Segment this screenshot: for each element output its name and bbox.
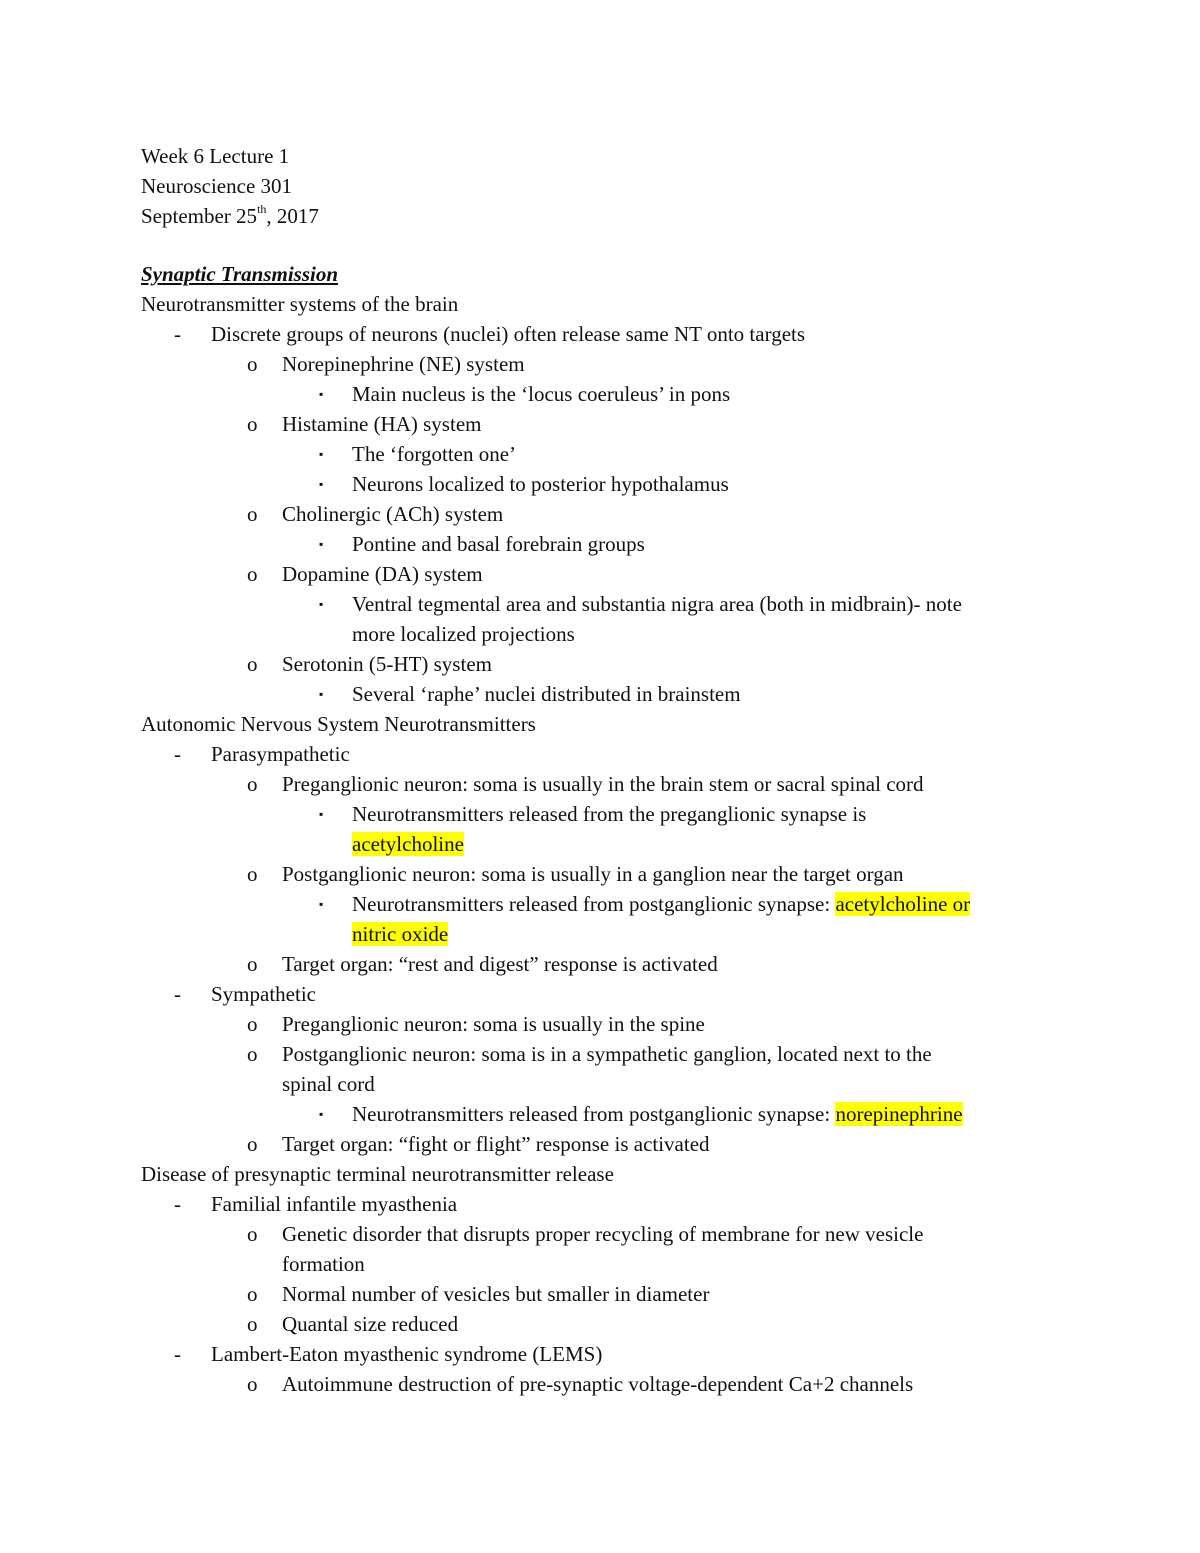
header-date-year: , 2017 — [266, 204, 319, 228]
list-item: o Dopamine (DA) system — [141, 559, 1061, 589]
circle-bullet: o — [247, 952, 258, 976]
list-item: o Preganglionic neuron: soma is usually in the brain stem or sacral spinal cord — [141, 769, 1061, 799]
list-item: - Familial infantile myasthenia — [141, 1189, 1061, 1219]
list-item: o Target organ: “fight or flight” response is activated — [141, 1129, 1061, 1159]
list-item: - Discrete groups of neurons (nuclei) often release same NT onto targets — [141, 319, 1061, 349]
list-item: o Preganglionic neuron: soma is usually in the spine — [141, 1009, 1061, 1039]
list-item-continuation — [141, 919, 1061, 949]
square-bullet: ▪ — [319, 1107, 324, 1121]
list-item: ▪ Pontine and basal forebrain groups — [141, 529, 1061, 559]
list-item: ▪ The ‘forgotten one’ — [141, 439, 1061, 469]
circle-bullet: o — [247, 412, 258, 436]
header-course: Neuroscience 301 — [141, 174, 293, 198]
list-item: o Target organ: “rest and digest” response is activated — [141, 949, 1061, 979]
list-item: ▪ Neurons localized to posterior hypothalamus — [141, 469, 1061, 499]
list-item: - Parasympathetic — [141, 739, 1061, 769]
header-date — [141, 201, 1061, 231]
circle-bullet: o — [247, 502, 258, 526]
dash-bullet: - — [174, 1342, 181, 1366]
document-page — [141, 141, 1061, 1399]
section-title: Synaptic Transmission — [141, 262, 339, 286]
circle-bullet: o — [247, 1372, 258, 1396]
topic-heading: Disease of presynaptic terminal neurotransmitter release — [141, 1162, 614, 1186]
circle-bullet: o — [247, 1132, 258, 1156]
square-bullet: ▪ — [319, 687, 324, 701]
list-item: ▪ Neurotransmitters released from the preganglionic synapse is — [141, 799, 1061, 829]
dash-bullet: - — [174, 1192, 181, 1216]
list-item: o Cholinergic (ACh) system — [141, 499, 1061, 529]
list-item: ▪ Neurotransmitters released from postganglionic synapse: norepinephrine — [141, 1099, 1061, 1129]
list-item: o Postganglionic neuron: soma is in a sympathetic ganglion, located next to the — [141, 1039, 1061, 1069]
list-item: - Lambert-Eaton myasthenic syndrome (LEMS) — [141, 1339, 1061, 1369]
list-item: o Quantal size reduced — [141, 1309, 1061, 1339]
list-item: ▪ Several ‘raphe’ nuclei distributed in brainstem — [141, 679, 1061, 709]
list-item: o Histamine (HA) system — [141, 409, 1061, 439]
circle-bullet: o — [247, 1012, 258, 1036]
list-item-continuation — [141, 829, 1061, 859]
list-item: o Postganglionic neuron: soma is usually in a ganglion near the target organ — [141, 859, 1061, 889]
highlighted-text: acetylcholine or — [835, 892, 971, 916]
list-item: ▪ Main nucleus is the ‘locus coeruleus’ in pons — [141, 379, 1061, 409]
header-date-main: September 25 — [141, 204, 258, 228]
highlighted-text: nitric oxide — [352, 922, 449, 946]
header-date-suffix: th — [257, 202, 267, 216]
circle-bullet: o — [247, 862, 258, 886]
circle-bullet: o — [247, 1222, 258, 1246]
list-item: o Serotonin (5-HT) system — [141, 649, 1061, 679]
square-bullet: ▪ — [319, 387, 324, 401]
square-bullet: ▪ — [319, 807, 324, 821]
circle-bullet: o — [247, 562, 258, 586]
square-bullet: ▪ — [319, 477, 324, 491]
square-bullet: ▪ — [319, 897, 324, 911]
topic-heading: Neurotransmitter systems of the brain — [141, 292, 459, 316]
list-item: ▪ Ventral tegmental area and substantia nigra area (both in midbrain)- note — [141, 589, 1061, 619]
circle-bullet: o — [247, 1042, 258, 1066]
header-week: Week 6 Lecture 1 — [141, 144, 290, 168]
dash-bullet: - — [174, 982, 181, 1006]
circle-bullet: o — [247, 1282, 258, 1306]
circle-bullet: o — [247, 652, 258, 676]
dash-bullet: - — [174, 322, 181, 346]
square-bullet: ▪ — [319, 537, 324, 551]
spacer — [141, 231, 1061, 259]
dash-bullet: - — [174, 742, 181, 766]
circle-bullet: o — [247, 1312, 258, 1336]
list-item-continuation: more localized projections — [352, 622, 575, 646]
list-item: ▪ Neurotransmitters released from postganglionic synapse: acetylcholine or — [141, 889, 1061, 919]
list-item: o Autoimmune destruction of pre-synaptic voltage-dependent Ca+2 channels — [141, 1369, 1061, 1399]
list-item-continuation: formation — [282, 1252, 365, 1276]
list-item: - Sympathetic — [141, 979, 1061, 1009]
square-bullet: ▪ — [319, 447, 324, 461]
list-item: o Genetic disorder that disrupts proper recycling of membrane for new vesicle — [141, 1219, 1061, 1249]
list-item: o Norepinephrine (NE) system — [141, 349, 1061, 379]
highlighted-text: acetylcholine — [352, 832, 464, 856]
circle-bullet: o — [247, 352, 258, 376]
list-item: o Normal number of vesicles but smaller in diameter — [141, 1279, 1061, 1309]
circle-bullet: o — [247, 772, 258, 796]
highlighted-text: norepinephrine — [835, 1102, 963, 1126]
topic-heading: Autonomic Nervous System Neurotransmitters — [141, 712, 536, 736]
list-item-continuation: spinal cord — [282, 1072, 375, 1096]
square-bullet: ▪ — [319, 597, 324, 611]
